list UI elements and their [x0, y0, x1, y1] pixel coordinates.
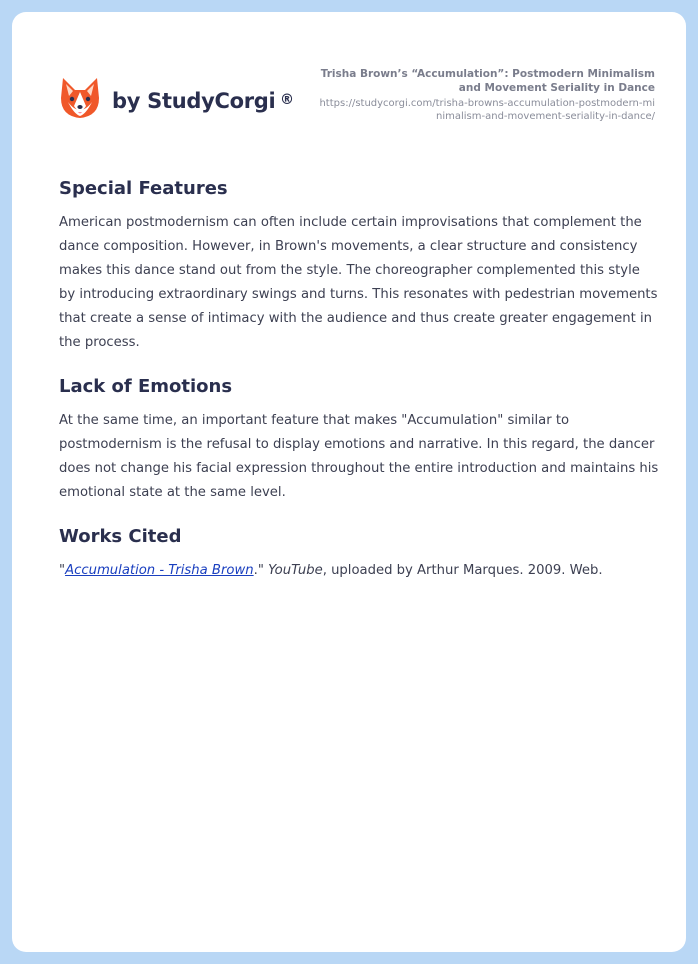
section-heading-special-features: Special Features: [59, 178, 228, 199]
section-body-lack-of-emotions: At the same time, an important feature that makes "Accumulation" similar to postmodernism is the refusal to display emotions and narrative. In this regard, the dancer does not change his facial expression throughout the entire introduction and maintains his emotional state at the same level.: [59, 413, 659, 500]
citation-link[interactable]: Accumulation - Trisha Brown: [65, 563, 254, 578]
registered-mark: ®: [280, 92, 294, 108]
citation-entry: [59, 559, 659, 583]
citation-details: , uploaded by Arthur Marques. 2009. Web.: [322, 563, 603, 578]
studycorgi-logo[interactable]: [60, 76, 294, 120]
corgi-icon: [60, 76, 100, 120]
citation-quote-close: .": [253, 563, 269, 578]
works-cited-heading: Works Cited: [59, 526, 182, 547]
section-heading-lack-of-emotions: Lack of Emotions: [59, 376, 233, 397]
document-page: [12, 12, 686, 952]
citation-source: YouTube: [268, 563, 323, 578]
document-title: Trisha Brown’s “Accumulation”: Postmodern Minimalism and Movement Seriality in Dance: [320, 68, 655, 94]
brand-name: by StudyCorgi: [112, 89, 276, 113]
document-meta: [315, 67, 655, 123]
citation-quote-open: ": [59, 563, 66, 578]
article-content: [59, 177, 659, 603]
section-body-special-features: American postmodernism can often include certain improvisations that complement the dance composition. However, in Brown's movements, a clear structure and consistency makes this dance stand out from the style. The choreographer complemented this style by introducing extraordinary swings and turns. This resonates with pedestrian movements that create a sense of intimacy with the audience and thus create greater engagement in the process.: [59, 215, 658, 350]
document-url[interactable]: https://studycorgi.com/trisha-browns-accumulation-postmodern-minimalism-and-movement-seriality-in-dance/: [319, 98, 655, 122]
